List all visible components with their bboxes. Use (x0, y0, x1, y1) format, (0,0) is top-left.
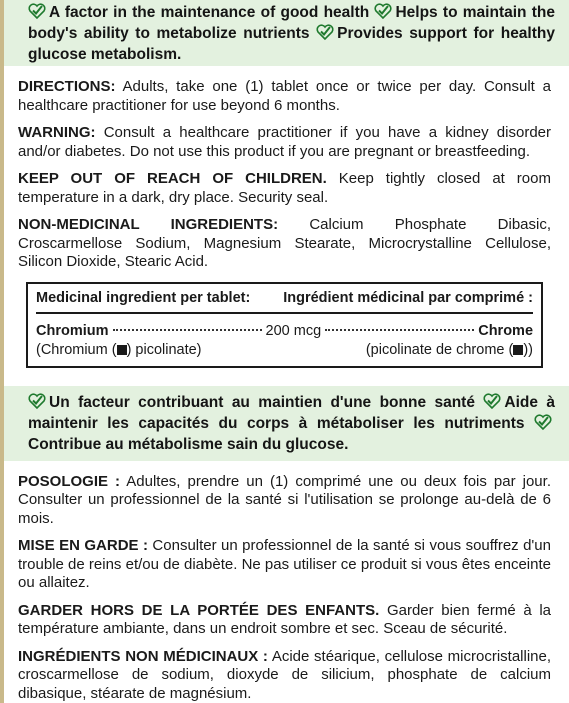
directions-text: Adults, take one (1) tablet once or twice per day. Consult a healthcare practitioner for use beyond 6 months. (18, 78, 551, 114)
keep-out-label: KEEP OUT OF REACH OF CHILDREN. (18, 170, 327, 187)
heart-check-icon (374, 2, 392, 20)
mise-en-garde-label: MISE EN GARDE : (18, 537, 148, 554)
garder-text: Garder bien fermé à la température ambiante, dans un endroit sombre et sec. Sceau de sécurité. (18, 601, 552, 637)
french-claims-band (0, 386, 569, 461)
warning-paragraph (0, 124, 569, 161)
garder-label: GARDER HORS DE LA PORTÉE DES ENFANTS. (18, 601, 380, 619)
posologie-paragraph (0, 473, 569, 529)
ingredient-amount: 200 mcg (265, 322, 322, 339)
non-medicinal-paragraph (0, 216, 569, 272)
non-medicinaux-paragraph (0, 648, 569, 703)
claim-text: Contribue au métabolisme sain du glucose. (28, 435, 349, 453)
non-medicinal-label: NON-MEDICINAL INGREDIENTS: (18, 216, 279, 233)
directions-label: DIRECTIONS: (18, 78, 116, 95)
keep-out-paragraph (0, 170, 569, 207)
medicinal-header-fr: Ingrédient médicinal par comprimé : (283, 289, 533, 306)
claim-text: Helps to maintain the body's ability to metabolize nutrients (28, 4, 555, 42)
source-fr: (picolinate de chrome ( )) (365, 341, 533, 358)
garder-paragraph (0, 602, 569, 639)
heart-check-icon (28, 2, 46, 20)
claim-text: A factor in the maintenance of good health (49, 4, 370, 21)
directions-paragraph (0, 78, 569, 115)
claim-text: Un facteur contribuant au maintien d'une bonne santé (49, 393, 475, 411)
leader-dots (325, 329, 474, 331)
heart-check-icon (534, 413, 552, 431)
leader-dots (113, 329, 262, 331)
medicinal-ingredient-box (26, 282, 543, 368)
ingredient-fr: Chrome (478, 322, 534, 339)
left-edge-strip (0, 0, 4, 703)
non-medicinaux-text: Acide stéarique, cellulose microcristalline, croscarmellose de sodium, dioxyde de silicium, phosphate de calcium dibasique, stéarate de magnésium. (18, 647, 552, 702)
ingredient-en: Chromium (36, 322, 109, 339)
ingredient-source-row (36, 341, 533, 360)
posologie-label: POSOLOGIE : (18, 472, 121, 490)
english-claims-band (0, 0, 569, 66)
claim-text: Provides support for healthy glucose metabolism. (28, 25, 555, 63)
square-symbol-icon (117, 345, 127, 355)
posologie-text: Adultes, prendre un (1) comprimé une ou deux fois par jour. Consulter un professionnel de la santé si l'utilisation se prolonge au-delà de 6 mois. (18, 472, 551, 527)
claim-text: Aide à maintenir les capacités du corps à métaboliser les nutriments (28, 393, 556, 432)
medicinal-header-en: Medicinal ingredient per tablet: (36, 289, 251, 306)
heart-check-icon (28, 392, 46, 410)
warning-label: WARNING: (18, 124, 96, 141)
keep-out-text: Keep tightly closed at room temperature in a dark, dry place. Security seal. (18, 170, 551, 206)
heart-check-icon (316, 23, 334, 41)
non-medicinal-text: Calcium Phosphate Dibasic, Croscarmellose Sodium, Magnesium Stearate, Microcrystalline Cellulose, Silicon Dioxide, Stearic Acid. (18, 216, 552, 270)
mise-en-garde-text: Consulter un professionnel de la santé si vous souffrez d'un trouble de reins et/ou de diabète. Ne pas utiliser ce produit si vous êtes enceinte ou allaitez. (18, 537, 551, 591)
medicinal-box-header (36, 290, 533, 314)
non-medicinaux-label: INGRÉDIENTS NON MÉDICINAUX : (18, 647, 268, 665)
heart-check-icon (483, 392, 501, 410)
ingredient-row (36, 322, 533, 341)
warning-text: Consult a healthcare practitioner if you have a kidney disorder and/or diabetes. Do not use this product if you are pregnant or breastfeeding. (18, 124, 551, 160)
square-symbol-icon (513, 345, 523, 355)
mise-en-garde-paragraph (0, 537, 569, 593)
source-en: (Chromium ( ) picolinate) (36, 341, 202, 358)
